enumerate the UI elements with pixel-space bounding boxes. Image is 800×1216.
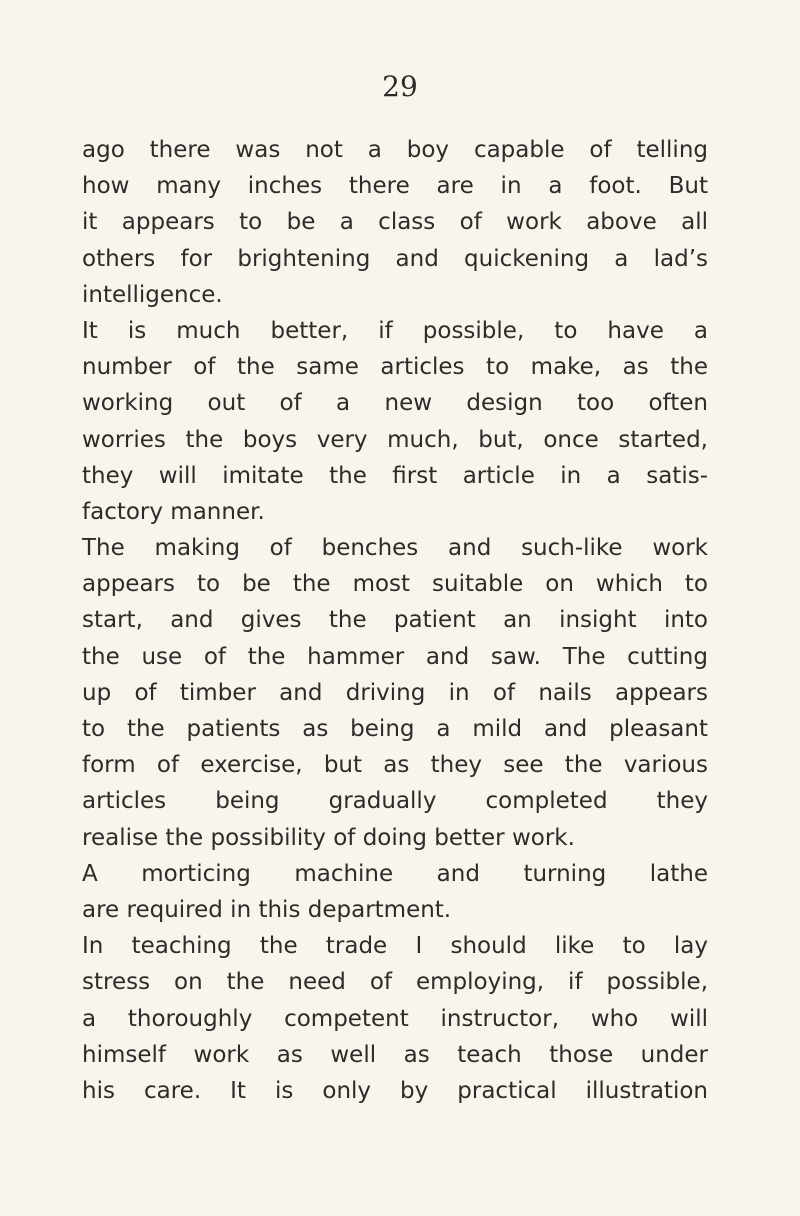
text-line: worries the boys very much, but, once started, — [82, 426, 708, 453]
text-line: himself work as well as teach those under — [82, 1041, 708, 1068]
text-line: form of exercise, but as they see the various — [82, 752, 708, 779]
text-line: it appears to be a class of work above all — [82, 209, 708, 236]
text-line: a thoroughly competent instructor, who will — [82, 1005, 708, 1032]
text-line: In teaching the trade I should like to lay — [82, 933, 708, 960]
text-line: how many inches there are in a foot. But — [82, 173, 708, 200]
text-line: start, and gives the patient an insight into — [82, 607, 708, 634]
text-line: they will imitate the first article in a satis- — [82, 462, 708, 489]
text-line: realise the possibility of doing better work. — [82, 824, 575, 851]
text-line: appears to be the most suitable on which to — [82, 571, 708, 598]
text-line: articles being gradually completed they — [82, 788, 708, 815]
text-line: his care. It is only by practical illustration — [82, 1077, 708, 1104]
text-line: others for brightening and quickening a lad’s — [82, 245, 708, 272]
page-number: 29 — [382, 70, 418, 103]
text-line: It is much better, if possible, to have a — [82, 317, 708, 344]
body-text — [82, 132, 708, 1109]
text-line: ago there was not a boy capable of telling — [82, 137, 708, 163]
text-line: up of timber and driving in of nails appears — [82, 679, 708, 706]
text-line: A morticing machine and turning lathe — [82, 860, 708, 887]
text-line: intelligence. — [82, 281, 223, 308]
text-line: The making of benches and such-like work — [82, 535, 708, 562]
text-line: working out of a new design too often — [82, 390, 708, 417]
text-line: number of the same articles to make, as the — [82, 354, 708, 381]
text-line: the use of the hammer and saw. The cutting — [82, 643, 708, 670]
text-line: stress on the need of employing, if possible, — [82, 969, 708, 996]
text-line: are required in this department. — [82, 896, 452, 923]
text-line: factory manner. — [82, 498, 265, 525]
text-line: to the patients as being a mild and pleasant — [82, 716, 708, 742]
